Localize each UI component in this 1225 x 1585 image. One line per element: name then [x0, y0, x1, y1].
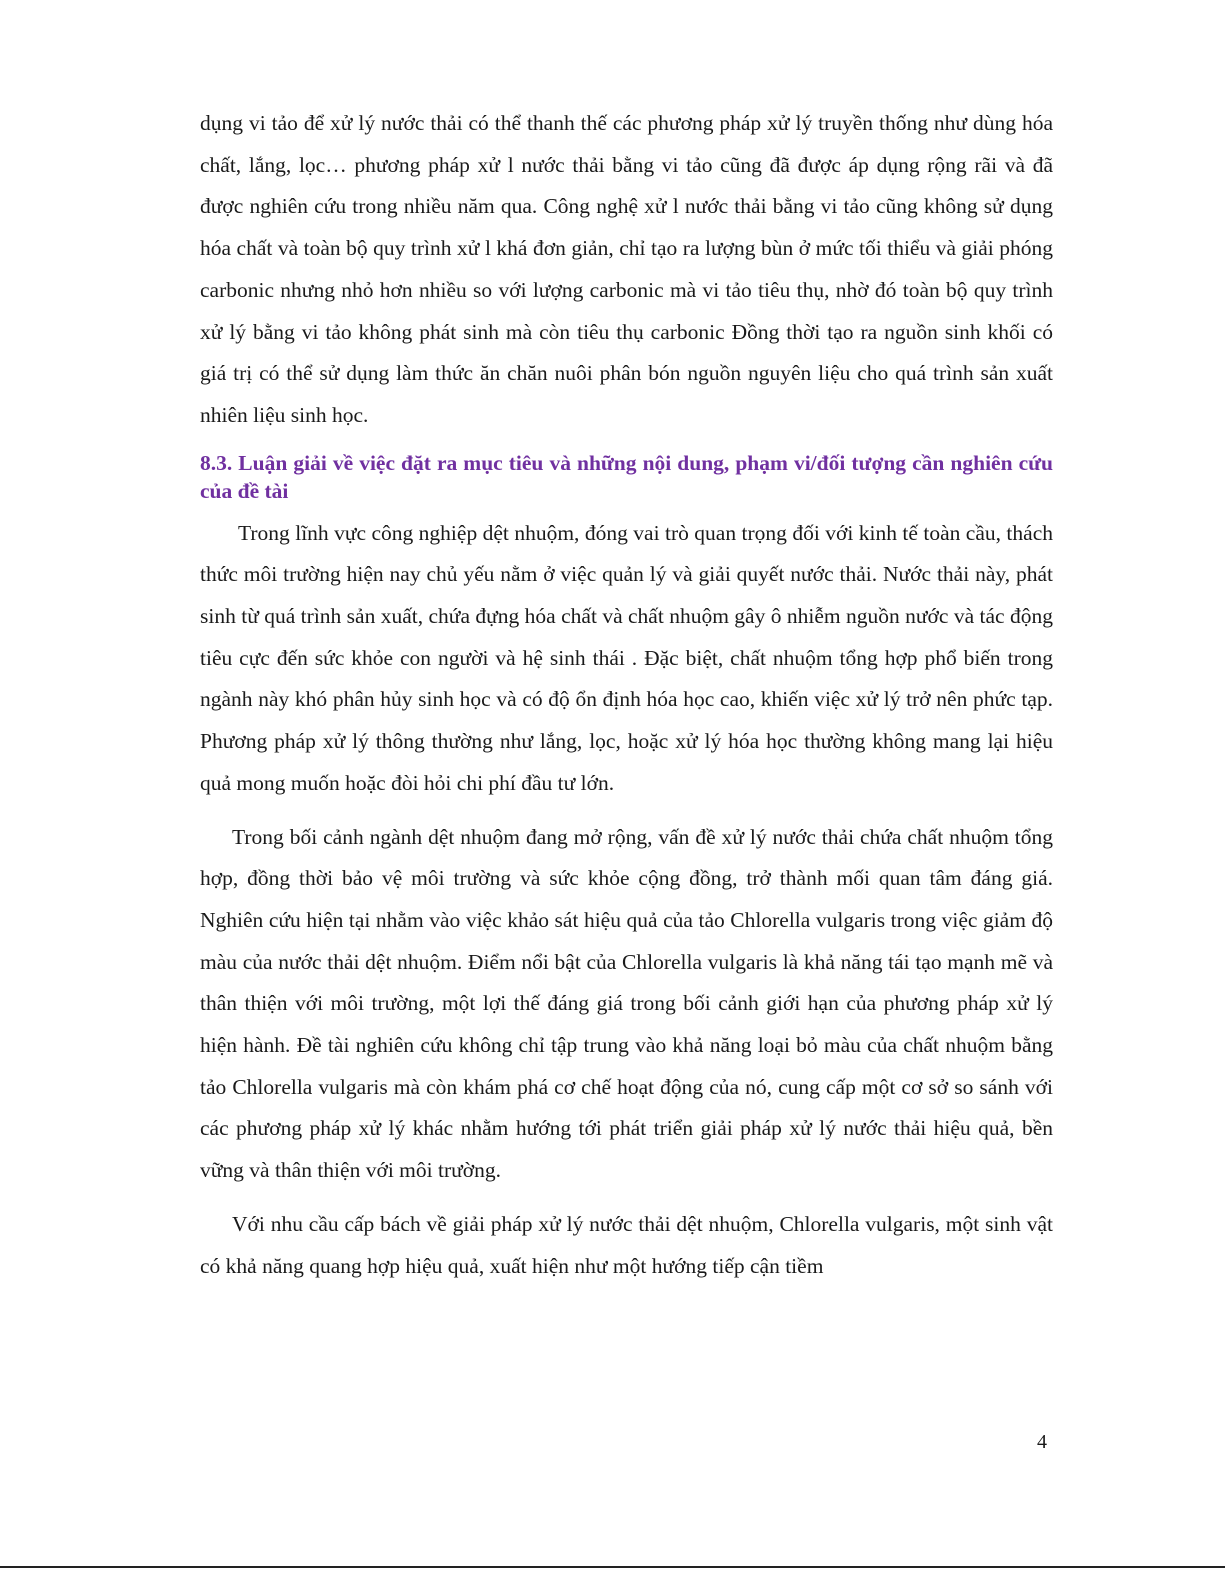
- bottom-divider: [0, 1566, 1225, 1568]
- page-content: [200, 103, 1053, 1287]
- page-number: 4: [1037, 1431, 1047, 1453]
- paragraph-urgent-needs: Với nhu cầu cấp bách về giải pháp xử lý nước thải dệt nhuộm, Chlorella vulgaris, một sinh vật có khả năng quang hợp hiệu quả, xuất hiện như một hướng tiếp cận tiềm: [200, 1211, 1053, 1278]
- paragraph-textile-challenges: Trong lĩnh vực công nghiệp dệt nhuộm, đóng vai trò quan trọng đối với kinh tế toàn cầu, thách thức môi trường hiện nay chủ yếu nằm ở việc quản lý và giải quyết nước thải. Nước thải này, phát sinh từ quá trình sản xuất, chứa đựng hóa chất và chất nhuộm gây ô nhiễm nguồn nước và tác động tiêu cực đến sức khỏe con người và hệ sinh thái . Đặc biệt, chất nhuộm tổng hợp phổ biến trong ngành này khó phân hủy sinh học và có độ ổn định hóa học cao, khiến việc xử lý trở nên phức tạp. Phương pháp xử lý thông thường như lắng, lọc, hoặc xử lý hóa học thường không mang lại hiệu quả mong muốn hoặc đòi hỏi chi phí đầu tư lớn.: [200, 520, 1053, 795]
- paragraph-research-context: Trong bối cảnh ngành dệt nhuộm đang mở rộng, vấn đề xử lý nước thải chứa chất nhuộm tổng hợp, đồng thời bảo vệ môi trường và sức khỏe cộng đồng, trở thành mối quan tâm đáng giá. Nghiên cứu hiện tại nhằm vào việc khảo sát hiệu quả của tảo Chlorella vulgaris trong việc giảm độ màu của nước thải dệt nhuộm. Điểm nổi bật của Chlorella vulgaris là khả năng tái tạo mạnh mẽ và thân thiện với môi trường, một lợi thế đáng giá trong bối cảnh giới hạn của phương pháp xử lý hiện hành. Đề tài nghiên cứu không chỉ tập trung vào khả năng loại bỏ màu của chất nhuộm bằng tảo Chlorella vulgaris mà còn khám phá cơ chế hoạt động của nó, cung cấp một cơ sở so sánh với các phương pháp xử lý khác nhằm hướng tới phát triển giải pháp xử lý nước thải hiệu quả, bền vững và thân thiện với môi trường.: [200, 824, 1053, 1183]
- section-heading: 8.3. Luận giải về việc đặt ra mục tiêu và những nội dung, phạm vi/đối tượng cần nghiên cứu của đề tài: [200, 450, 1053, 503]
- paragraph-continuation: dụng vi tảo để xử lý nước thải có thể thanh thế các phương pháp xử lý truyền thống như dùng hóa chất, lắng, lọc… phương pháp xử l nước thải bằng vi tảo cũng đã được áp dụng rộng rãi và đã được nghiên cứu trong nhiều năm qua. Công nghệ xử l nước thải bằng vi tảo cũng không sử dụng hóa chất và toàn bộ quy trình xử l khá đơn giản, chỉ tạo ra lượng bùn ở mức tối thiểu và giải phóng carbonic nhưng nhỏ hơn nhiều so với lượng carbonic mà vi tảo tiêu thụ, nhờ đó toàn bộ quy trình xử lý bằng vi tảo không phát sinh mà còn tiêu thụ carbonic Đồng thời tạo ra nguồn sinh khối có giá trị có thể sử dụng làm thức ăn chăn nuôi phân bón nguồn nguyên liệu cho quá trình sản xuất nhiên liệu sinh học.: [200, 111, 1053, 427]
